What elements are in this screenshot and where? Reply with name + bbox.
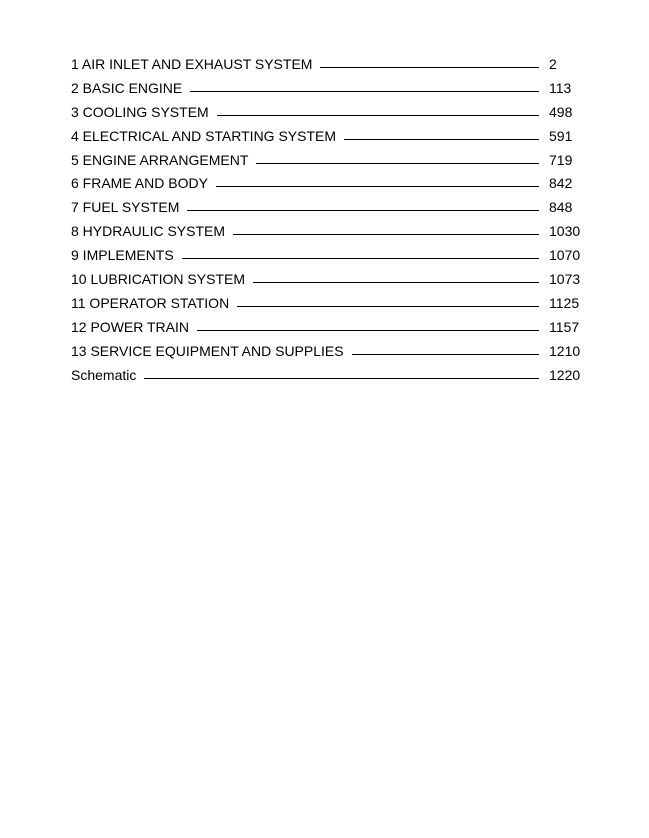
toc-entry-schematic[interactable] — [71, 365, 581, 389]
toc-entry-title: Schematic — [71, 366, 137, 383]
toc-entry-frame-body[interactable] — [71, 173, 581, 197]
toc-entry-basic-engine[interactable] — [71, 78, 581, 102]
toc-entry-fuel-system[interactable] — [71, 197, 581, 221]
toc-entry-page: 498 — [549, 103, 573, 120]
toc-entry-electrical-starting[interactable] — [71, 126, 581, 150]
toc-entry-title: 5 ENGINE ARRANGEMENT — [71, 151, 249, 168]
toc-entry-page: 1210 — [549, 342, 581, 359]
toc-leader-line — [197, 330, 539, 331]
toc-leader-line — [237, 306, 539, 307]
toc-entry-hydraulic-system[interactable] — [71, 221, 581, 245]
toc-leader-line — [344, 139, 539, 140]
toc-leader-line — [144, 378, 539, 379]
toc-entry-page: 1220 — [549, 366, 581, 383]
toc-leader-line — [217, 115, 539, 116]
toc-entry-power-train[interactable] — [71, 317, 581, 341]
toc-leader-line — [190, 91, 539, 92]
toc-entry-page: 719 — [549, 151, 573, 168]
toc-entry-page: 1125 — [549, 294, 580, 311]
toc-leader-line — [233, 234, 539, 235]
toc-entry-title: 10 LUBRICATION SYSTEM — [71, 271, 246, 288]
toc-entry-service-equipment[interactable] — [71, 341, 581, 365]
toc-entry-lubrication-system[interactable] — [71, 269, 581, 293]
toc-entry-page: 113 — [549, 79, 572, 96]
toc-entry-title: 6 FRAME AND BODY — [71, 175, 208, 192]
toc-entry-page: 1073 — [549, 271, 581, 288]
table-of-contents — [71, 54, 581, 388]
toc-entry-page: 842 — [549, 175, 573, 192]
toc-entry-operator-station[interactable] — [71, 293, 581, 317]
toc-entry-air-inlet-exhaust[interactable] — [71, 54, 581, 78]
toc-entry-title: 8 HYDRAULIC SYSTEM — [71, 223, 226, 240]
toc-leader-line — [253, 282, 539, 283]
toc-entry-title: 9 IMPLEMENTS — [71, 247, 174, 264]
toc-entry-page: 591 — [549, 127, 573, 144]
toc-entry-title: 11 OPERATOR STATION — [71, 294, 230, 311]
toc-entry-title: 1 AIR INLET AND EXHAUST SYSTEM — [71, 56, 313, 72]
toc-entry-page: 1157 — [549, 318, 580, 335]
toc-entry-page: 848 — [549, 199, 573, 216]
toc-leader-line — [320, 67, 539, 68]
toc-leader-line — [182, 258, 539, 259]
toc-leader-line — [256, 163, 539, 164]
toc-entry-title: 7 FUEL SYSTEM — [71, 199, 180, 216]
toc-entry-title: 2 BASIC ENGINE — [71, 79, 183, 96]
toc-entry-engine-arrangement[interactable] — [71, 150, 581, 174]
toc-leader-line — [187, 210, 539, 211]
toc-entry-title: 12 POWER TRAIN — [71, 318, 189, 335]
toc-entry-cooling-system[interactable] — [71, 102, 581, 126]
toc-entry-implements[interactable] — [71, 245, 581, 269]
toc-entry-title: 13 SERVICE EQUIPMENT AND SUPPLIES — [71, 342, 344, 359]
toc-leader-line — [352, 354, 539, 355]
toc-entry-title: 4 ELECTRICAL AND STARTING SYSTEM — [71, 127, 337, 144]
toc-entry-page: 1070 — [549, 247, 581, 264]
toc-leader-line — [216, 186, 539, 187]
toc-entry-title: 3 COOLING SYSTEM — [71, 103, 209, 120]
toc-entry-page: 1030 — [549, 223, 581, 240]
toc-entry-page: 2 — [549, 56, 557, 72]
